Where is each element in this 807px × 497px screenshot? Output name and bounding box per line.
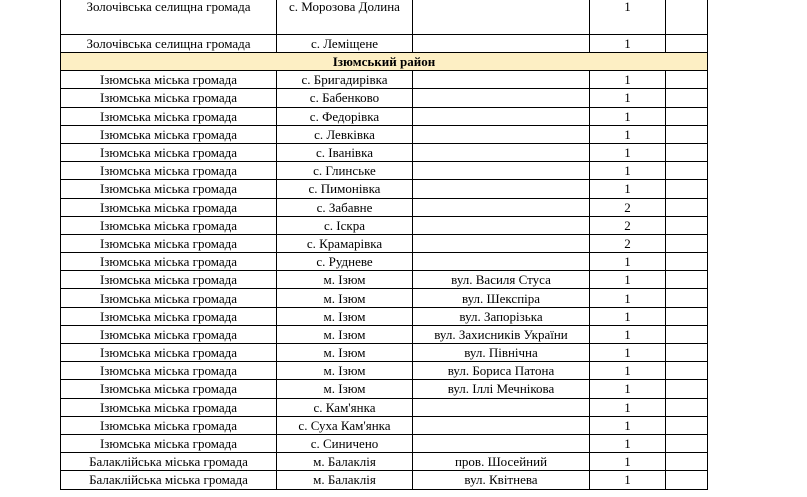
count-cell: 1 — [590, 453, 666, 471]
empty-cell — [666, 344, 708, 362]
count-cell: 1 — [590, 107, 666, 125]
settlement-cell: с. Глинське — [277, 162, 413, 180]
table-row — [61, 0, 708, 35]
count-cell: 1 — [590, 289, 666, 307]
street-cell — [413, 0, 590, 35]
street-cell — [413, 35, 590, 53]
table-row — [61, 289, 708, 307]
community-cell: Ізюмська міська громада — [61, 434, 277, 452]
table-row — [61, 143, 708, 161]
community-cell: Ізюмська міська громада — [61, 198, 277, 216]
settlement-cell: м. Ізюм — [277, 325, 413, 343]
community-cell: Ізюмська міська громада — [61, 289, 277, 307]
table-row — [61, 325, 708, 343]
community-cell: Золочівська селищна громада — [61, 0, 277, 35]
empty-cell — [666, 380, 708, 398]
count-cell: 2 — [590, 216, 666, 234]
empty-cell — [666, 107, 708, 125]
street-cell — [413, 253, 590, 271]
count-cell: 1 — [590, 89, 666, 107]
community-cell: Ізюмська міська громада — [61, 416, 277, 434]
community-cell: Ізюмська міська громада — [61, 234, 277, 252]
count-cell: 1 — [590, 398, 666, 416]
empty-cell — [666, 398, 708, 416]
table-row — [61, 35, 708, 53]
community-cell: Ізюмська міська громада — [61, 380, 277, 398]
community-cell: Ізюмська міська громада — [61, 344, 277, 362]
table-row — [61, 71, 708, 89]
empty-cell — [666, 71, 708, 89]
count-cell: 2 — [590, 198, 666, 216]
street-cell — [413, 162, 590, 180]
table-row — [61, 162, 708, 180]
count-cell: 1 — [590, 344, 666, 362]
settlement-cell: м. Ізюм — [277, 271, 413, 289]
count-cell: 1 — [590, 471, 666, 489]
street-cell: вул. Північна — [413, 344, 590, 362]
count-cell: 1 — [590, 416, 666, 434]
settlement-cell: с. Рудневе — [277, 253, 413, 271]
street-cell: вул. Василя Стуса — [413, 271, 590, 289]
empty-cell — [666, 216, 708, 234]
empty-cell — [666, 89, 708, 107]
count-cell: 1 — [590, 434, 666, 452]
street-cell: вул. Захисників України — [413, 325, 590, 343]
street-cell: вул. Бориса Патона — [413, 362, 590, 380]
table-row — [61, 471, 708, 489]
empty-cell — [666, 198, 708, 216]
community-cell: Золочівська селищна громада — [61, 35, 277, 53]
count-cell: 1 — [590, 162, 666, 180]
community-cell: Ізюмська міська громада — [61, 307, 277, 325]
street-cell — [413, 198, 590, 216]
community-cell: Ізюмська міська громада — [61, 107, 277, 125]
count-cell: 1 — [590, 253, 666, 271]
street-cell — [413, 89, 590, 107]
table-row — [61, 180, 708, 198]
table-body — [61, 0, 708, 489]
street-cell — [413, 107, 590, 125]
street-cell — [413, 398, 590, 416]
street-cell — [413, 234, 590, 252]
street-cell: вул. Шекспіра — [413, 289, 590, 307]
empty-cell — [666, 434, 708, 452]
empty-cell — [666, 180, 708, 198]
community-cell: Ізюмська міська громада — [61, 398, 277, 416]
settlement-cell: м. Ізюм — [277, 307, 413, 325]
settlement-cell: с. Левківка — [277, 125, 413, 143]
street-cell: вул. Запорізька — [413, 307, 590, 325]
empty-cell — [666, 453, 708, 471]
settlement-cell: м. Балаклія — [277, 471, 413, 489]
empty-cell — [666, 253, 708, 271]
count-cell: 1 — [590, 125, 666, 143]
settlement-cell: с. Іскра — [277, 216, 413, 234]
community-cell: Ізюмська міська громада — [61, 362, 277, 380]
settlement-cell: с. Федорівка — [277, 107, 413, 125]
settlement-cell: с. Суха Кам'янка — [277, 416, 413, 434]
empty-cell — [666, 143, 708, 161]
table-row — [61, 434, 708, 452]
empty-cell — [666, 325, 708, 343]
table-row — [61, 89, 708, 107]
community-cell: Ізюмська міська громада — [61, 180, 277, 198]
table-row — [61, 416, 708, 434]
empty-cell — [666, 0, 708, 35]
street-cell — [413, 125, 590, 143]
empty-cell — [666, 471, 708, 489]
table-row — [61, 398, 708, 416]
count-cell: 1 — [590, 362, 666, 380]
empty-cell — [666, 35, 708, 53]
community-cell: Ізюмська міська громада — [61, 125, 277, 143]
street-cell — [413, 180, 590, 198]
street-cell: вул. Іллі Мечнікова — [413, 380, 590, 398]
region-title: Ізюмський район — [61, 53, 708, 71]
street-cell — [413, 143, 590, 161]
table-row — [61, 271, 708, 289]
street-cell — [413, 434, 590, 452]
community-cell: Ізюмська міська громада — [61, 271, 277, 289]
community-cell: Балаклійська міська громада — [61, 471, 277, 489]
community-cell: Ізюмська міська громада — [61, 71, 277, 89]
street-cell: вул. Квітнева — [413, 471, 590, 489]
settlement-cell: с. Іванівка — [277, 143, 413, 161]
community-cell: Ізюмська міська громада — [61, 162, 277, 180]
settlement-cell: с. Пимонівка — [277, 180, 413, 198]
settlement-cell: с. Крамарівка — [277, 234, 413, 252]
settlement-cell: м. Ізюм — [277, 380, 413, 398]
table-row — [61, 234, 708, 252]
settlement-cell: с. Забавне — [277, 198, 413, 216]
count-cell: 1 — [590, 0, 666, 35]
community-cell: Ізюмська міська громада — [61, 143, 277, 161]
count-cell: 1 — [590, 380, 666, 398]
settlement-cell: м. Ізюм — [277, 289, 413, 307]
empty-cell — [666, 289, 708, 307]
table-row — [61, 253, 708, 271]
count-cell: 1 — [590, 35, 666, 53]
table-row — [61, 453, 708, 471]
empty-cell — [666, 362, 708, 380]
settlement-cell: с. Леміщене — [277, 35, 413, 53]
table-row — [61, 344, 708, 362]
count-cell: 1 — [590, 180, 666, 198]
settlement-cell: с. Морозова Долина — [277, 0, 413, 35]
count-cell: 1 — [590, 71, 666, 89]
settlement-cell: м. Ізюм — [277, 344, 413, 362]
settlement-cell: м. Балаклія — [277, 453, 413, 471]
count-cell: 1 — [590, 271, 666, 289]
count-cell: 1 — [590, 143, 666, 161]
community-cell: Балаклійська міська громада — [61, 453, 277, 471]
settlement-cell: с. Кам'янка — [277, 398, 413, 416]
settlement-cell: с. Бабенково — [277, 89, 413, 107]
street-cell — [413, 216, 590, 234]
table-row — [61, 125, 708, 143]
count-cell: 1 — [590, 307, 666, 325]
empty-cell — [666, 307, 708, 325]
settlement-cell: с. Синичено — [277, 434, 413, 452]
community-cell: Ізюмська міська громада — [61, 325, 277, 343]
settlements-table — [60, 0, 708, 490]
settlement-cell: м. Ізюм — [277, 362, 413, 380]
settlement-cell: с. Бригадирівка — [277, 71, 413, 89]
table-row — [61, 307, 708, 325]
table-row — [61, 216, 708, 234]
street-cell — [413, 71, 590, 89]
table-row — [61, 198, 708, 216]
community-cell: Ізюмська міська громада — [61, 216, 277, 234]
table-row — [61, 107, 708, 125]
empty-cell — [666, 125, 708, 143]
empty-cell — [666, 271, 708, 289]
street-cell — [413, 416, 590, 434]
table-row — [61, 362, 708, 380]
community-cell: Ізюмська міська громада — [61, 253, 277, 271]
empty-cell — [666, 162, 708, 180]
region-header-row — [61, 53, 708, 71]
table-row — [61, 380, 708, 398]
count-cell: 1 — [590, 325, 666, 343]
community-cell: Ізюмська міська громада — [61, 89, 277, 107]
count-cell: 2 — [590, 234, 666, 252]
street-cell: пров. Шосейний — [413, 453, 590, 471]
empty-cell — [666, 234, 708, 252]
empty-cell — [666, 416, 708, 434]
